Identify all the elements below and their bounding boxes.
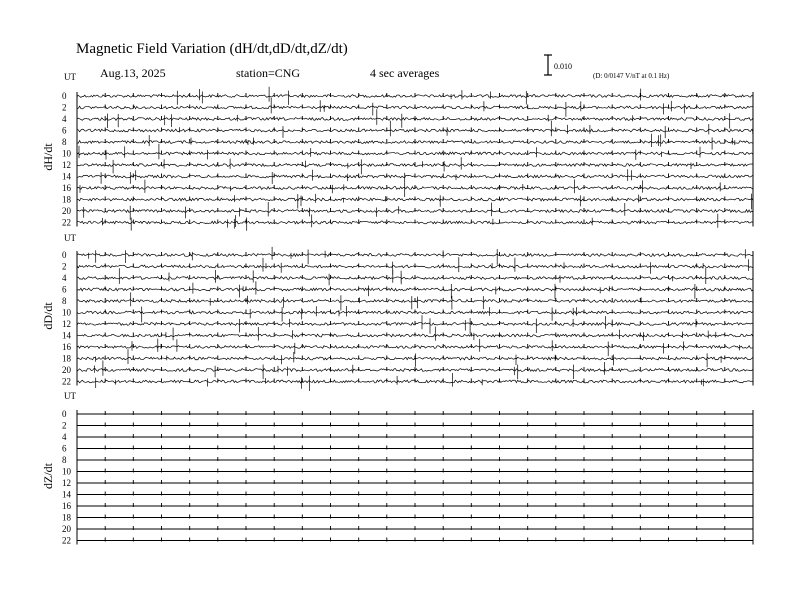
axis-ylabel: dD/dt: [41, 302, 55, 330]
row-ticks: [77, 275, 753, 279]
hour-tick-label: 18: [62, 194, 71, 205]
hour-tick-label: 16: [62, 183, 71, 193]
hour-tick-label: 12: [62, 478, 71, 488]
hour-tick-label: 0: [62, 250, 67, 260]
ut-label: UT: [64, 233, 76, 243]
hour-tick-label: 20: [62, 365, 71, 375]
hour-tick-label: 22: [62, 217, 71, 228]
hour-tick-label: 2: [62, 102, 67, 113]
hour-tick-label: 4: [62, 432, 67, 442]
trace-row: [77, 194, 753, 210]
scale-note: (D: 0/0147 V/nT at 0.1 Hz): [593, 72, 670, 80]
hour-tick-label: 14: [62, 330, 71, 341]
averaging-label: 4 sec averages: [370, 66, 440, 80]
hour-tick-label: 16: [62, 501, 71, 511]
hour-tick-label: 10: [62, 307, 71, 318]
chart-title: Magnetic Field Variation (dH/dt,dD/dt,dZ/dt): [76, 41, 348, 57]
hour-tick-label: 8: [62, 455, 67, 465]
hour-tick-label: 0: [62, 91, 67, 101]
hour-tick-label: 14: [62, 171, 71, 182]
hour-tick-label: 12: [62, 160, 71, 170]
hour-tick-label: 20: [62, 524, 71, 534]
hour-tick-label: 0: [62, 409, 67, 419]
hour-tick-label: 4: [62, 114, 67, 124]
ut-label: UT: [64, 391, 76, 401]
row-ticks: [77, 356, 753, 360]
axis-ylabel: dH/dt: [41, 143, 55, 171]
hour-tick-label: 2: [62, 420, 67, 431]
date-label: Aug.13, 2025: [100, 66, 166, 80]
hour-tick-label: 4: [62, 273, 67, 283]
hour-tick-label: 6: [62, 125, 67, 136]
hour-tick-label: 14: [62, 489, 71, 500]
panel-dH-dt: [41, 72, 753, 231]
hour-tick-label: 12: [62, 319, 71, 329]
hour-tick-label: 20: [62, 206, 71, 216]
axis-ylabel: dZ/dt: [41, 463, 55, 489]
hour-tick-label: 6: [62, 284, 67, 295]
panels-group: [41, 72, 753, 546]
row-ticks: [77, 128, 753, 132]
station-label: station=CNG: [236, 66, 301, 80]
hour-tick-label: 22: [62, 535, 71, 546]
hour-tick-label: 18: [62, 512, 71, 523]
trace-row: [77, 306, 753, 322]
scale-value: 0.010: [554, 62, 572, 71]
scale-bar: [544, 55, 572, 75]
hour-tick-label: 18: [62, 353, 71, 364]
hour-tick-label: 6: [62, 443, 67, 454]
hour-tick-label: 10: [62, 148, 71, 159]
hour-tick-label: 2: [62, 261, 67, 272]
panel-dZ-dt: [41, 391, 753, 546]
hour-tick-label: 16: [62, 342, 71, 352]
hour-tick-label: 8: [62, 137, 67, 147]
hour-tick-label: 22: [62, 376, 71, 387]
hour-tick-label: 8: [62, 296, 67, 306]
ut-label: UT: [64, 72, 76, 82]
hour-tick-label: 10: [62, 466, 71, 477]
panel-dD-dt: [41, 233, 753, 391]
